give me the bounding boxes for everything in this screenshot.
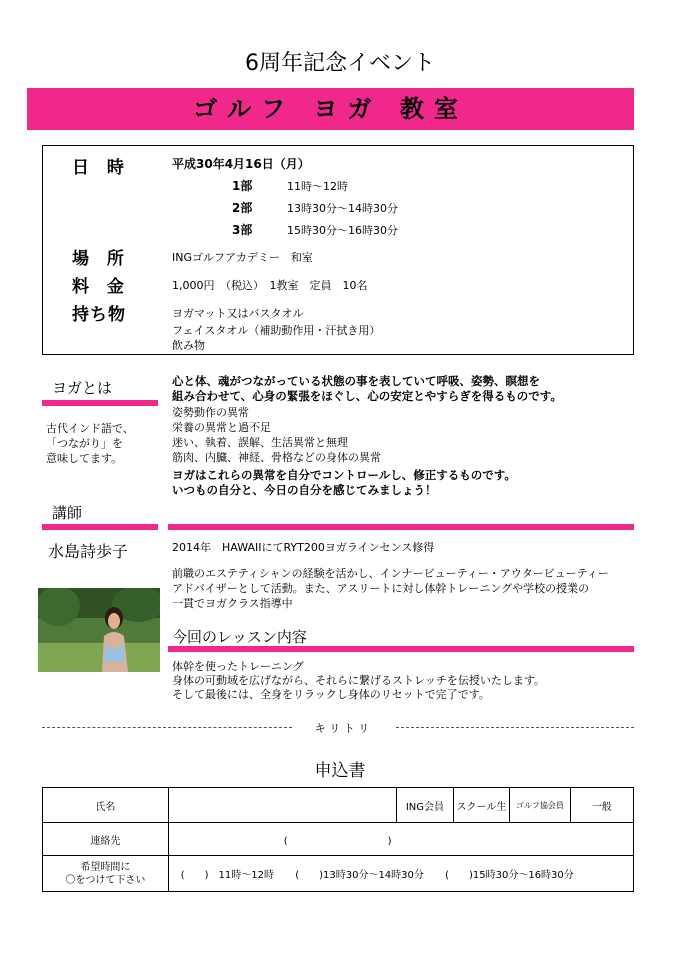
lesson-line-2: 身体の可動域を広げながら、それらに繋げるストレッチを伝授いたします。: [172, 674, 546, 687]
yoga-side-note-2: 「つながり」を: [46, 437, 123, 450]
instructor-bio-2: アドバイザーとして活動。また、アスリートに対し体幹トレーニングや学校の授業の: [172, 582, 590, 595]
lesson-line-3: そして最後には、全身をリラックし身体のリセットで完了です。: [172, 688, 490, 701]
date-value: 平成30年4月16日（月）: [172, 157, 310, 171]
instructor-heading-bar-left: [42, 524, 158, 530]
yoga-issue-4: 筋肉、内臓、神経、骨格などの身体の異常: [172, 451, 381, 464]
time-option-3[interactable]: ( )15時30分～16時30分: [445, 870, 574, 881]
title-banner: [27, 88, 634, 130]
name-input-cell[interactable]: [168, 788, 396, 823]
cut-line-left: [42, 727, 292, 728]
name-label: 氏名: [43, 788, 169, 823]
application-form: [42, 787, 634, 892]
yoga-issue-3: 迷い、執着、誤解、生活異常と無理: [172, 436, 348, 449]
yoga-heading: ヨガとは: [52, 379, 113, 397]
lesson-heading: 今回のレッスン内容: [172, 628, 307, 646]
contact-label: 連絡先: [43, 823, 169, 856]
member-type-ing[interactable]: ING会員: [397, 788, 454, 823]
session-part-3: 3部: [232, 223, 253, 237]
instructor-name: 水島詩歩子: [48, 542, 129, 561]
place-label: 場 所: [72, 249, 130, 269]
contact-parentheses: ( ): [283, 835, 392, 847]
date-label: 日 時: [72, 158, 130, 178]
instructor-bio-3: 一貫でヨガクラス指導中: [172, 597, 293, 610]
yoga-intro-2: 組み合わせて、心身の緊張をほぐし、心の安定とやすらぎを得るものです。: [172, 389, 562, 403]
session-time-1: 11時～12時: [287, 180, 348, 193]
instructor-heading: 講師: [52, 504, 83, 522]
form-title: 申込書: [314, 761, 366, 781]
session-part-2: 2部: [232, 201, 253, 215]
instructor-bio-1: 前職のエステティシャンの経験を活かし、インナービューティー・アウタービューティー: [172, 567, 609, 580]
time-option-2[interactable]: ( )13時30分～14時30分: [295, 870, 424, 881]
member-type-golf-assoc[interactable]: ゴルフ協会員: [510, 788, 570, 823]
yoga-intro-1: 心と体、魂がつながっている状態の事を表していて呼吸、姿勢、瞑想を: [172, 374, 540, 388]
items-line-2: フェイスタオル（補助動作用・汗拭き用）: [172, 324, 381, 337]
event-subtitle: 6周年記念イベント: [245, 51, 435, 76]
session-time-3: 15時30分～16時30分: [287, 224, 398, 237]
instructor-heading-bar-right: [168, 524, 634, 530]
yoga-issue-1: 姿勢動作の異常: [172, 406, 249, 419]
cut-line-right: [396, 727, 634, 728]
contact-input-cell[interactable]: [168, 823, 633, 856]
items-line-1: ヨガマット又はバスタオル: [172, 307, 304, 320]
items-label: 持ち物: [72, 305, 126, 325]
time-label: [43, 856, 169, 892]
cut-line-label: キ リ ト リ: [314, 722, 370, 735]
member-type-school[interactable]: スクール生: [453, 788, 509, 823]
time-label-line-1: 希望時間に: [80, 861, 131, 873]
member-type-general[interactable]: 一般: [570, 788, 633, 823]
fee-value: 1,000円 （税込） 1教室 定員 10名: [172, 279, 368, 292]
instructor-cert: 2014年 HAWAIIにてRYT200ヨガラインセンス修得: [172, 541, 435, 554]
fee-label: 料 金: [72, 277, 130, 297]
yoga-closing-2: いつもの自分と、今日の自分を感じてみましょう！: [172, 483, 437, 497]
time-options-cell: [168, 856, 633, 892]
time-label-line-2: 〇をつけて下さい: [65, 874, 146, 886]
yoga-side-note-1: 古代インド語で、: [46, 422, 134, 435]
lesson-line-1: 体幹を使ったトレーニング: [172, 660, 304, 673]
session-time-2: 13時30分～14時30分: [287, 202, 398, 215]
yoga-heading-bar: [42, 400, 158, 406]
instructor-photo: [38, 588, 160, 672]
yoga-issue-2: 栄養の異常と過不足: [172, 421, 271, 434]
page-title: ゴルフ ヨガ 教室: [193, 95, 468, 123]
items-line-3: 飲み物: [172, 339, 205, 352]
time-option-1[interactable]: ( ) 11時～12時: [180, 870, 274, 881]
place-value: INGゴルフアカデミー 和室: [172, 251, 313, 264]
lesson-heading-bar: [168, 646, 634, 652]
yoga-closing-1: ヨガはこれらの異常を自分でコントロールし、修正するものです。: [172, 468, 516, 482]
session-part-1: 1部: [232, 179, 253, 193]
yoga-side-note-3: 意味してます。: [46, 452, 123, 465]
